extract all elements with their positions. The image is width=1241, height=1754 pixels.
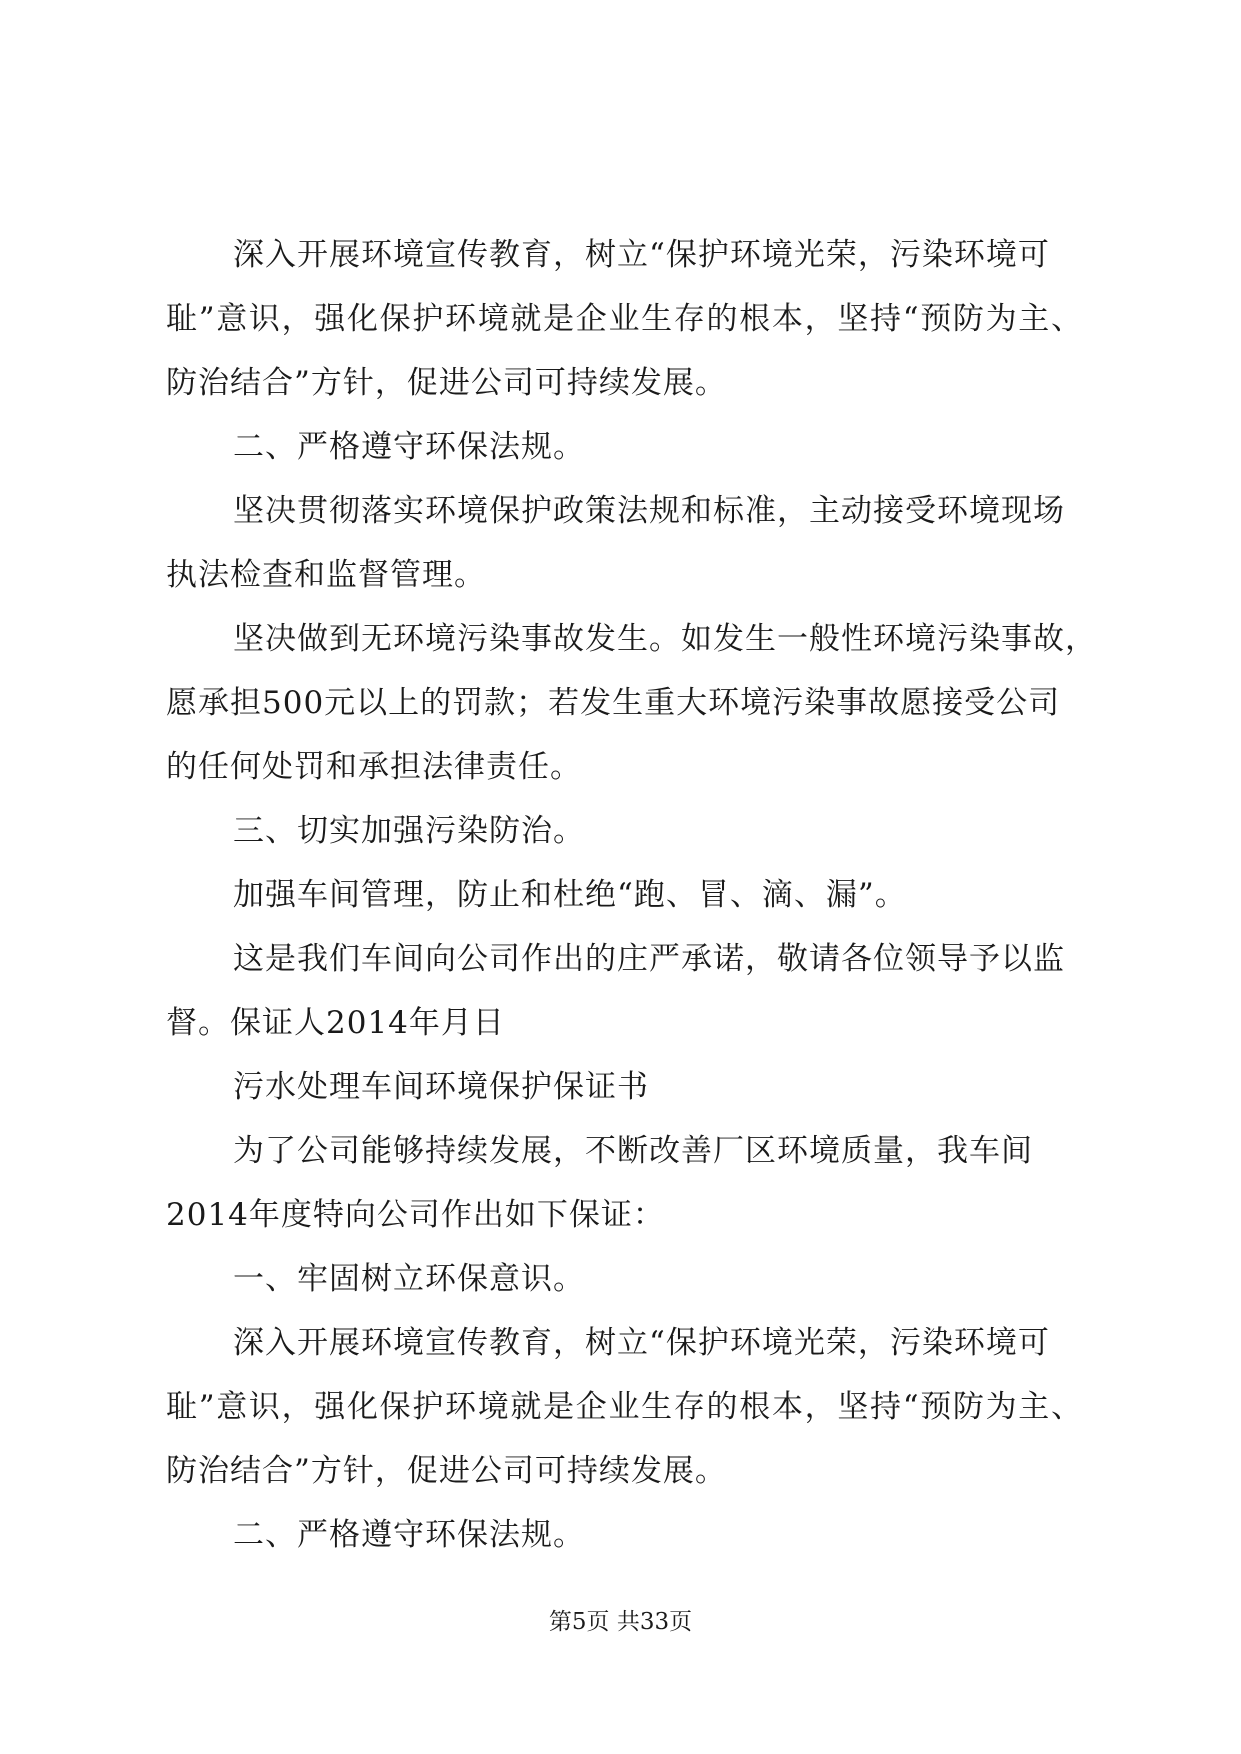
paragraph-line: 防治结合”方针，促进公司可持续发展。 [166,365,727,401]
paragraph-line: 耻”意识，强化保护环境就是企业生存的根本，坚持“预防为主、 [166,301,1083,337]
section-heading: 二、严格遵守环保法规。 [233,429,585,465]
section-heading: 一、牢固树立环保意识。 [233,1261,585,1297]
paragraph-line: 耻”意识，强化保护环境就是企业生存的根本，坚持“预防为主、 [166,1389,1083,1425]
paragraph-line: 深入开展环境宣传教育，树立“保护环境光荣，污染环境可 [233,1325,1050,1361]
paragraph-line: 加强车间管理，防止和杜绝“跑、冒、滴、漏”。 [233,877,907,913]
paragraph-line: 深入开展环境宣传教育，树立“保护环境光荣，污染环境可 [233,237,1050,273]
paragraph-line: 这是我们车间向公司作出的庄严承诺，敬请各位领导予以监 [233,941,1065,977]
document-title: 污水处理车间环境保护保证书 [233,1069,649,1105]
paragraph-line: 2014年度特向公司作出如下保证： [166,1197,665,1233]
paragraph-line: 防治结合”方针，促进公司可持续发展。 [166,1453,727,1489]
paragraph-line: 坚决贯彻落实环境保护政策法规和标准，主动接受环境现场 [233,493,1065,529]
section-heading: 三、切实加强污染防治。 [233,813,585,849]
paragraph-line: 为了公司能够持续发展，不断改善厂区环境质量，我车间 [233,1133,1033,1169]
paragraph-line: 执法检查和监督管理。 [166,557,486,593]
paragraph-line: 坚决做到无环境污染事故发生。如发生一般性环境污染事故， [233,621,1097,657]
paragraph-line: 督。保证人2014年月日 [166,1005,505,1041]
paragraph-line: 愿承担500元以上的罚款；若发生重大环境污染事故愿接受公司 [166,685,1061,721]
section-heading: 二、严格遵守环保法规。 [233,1517,585,1553]
paragraph-line: 的任何处罚和承担法律责任。 [166,749,582,785]
page-number-footer: 第5页 共33页 [548,1609,693,1635]
